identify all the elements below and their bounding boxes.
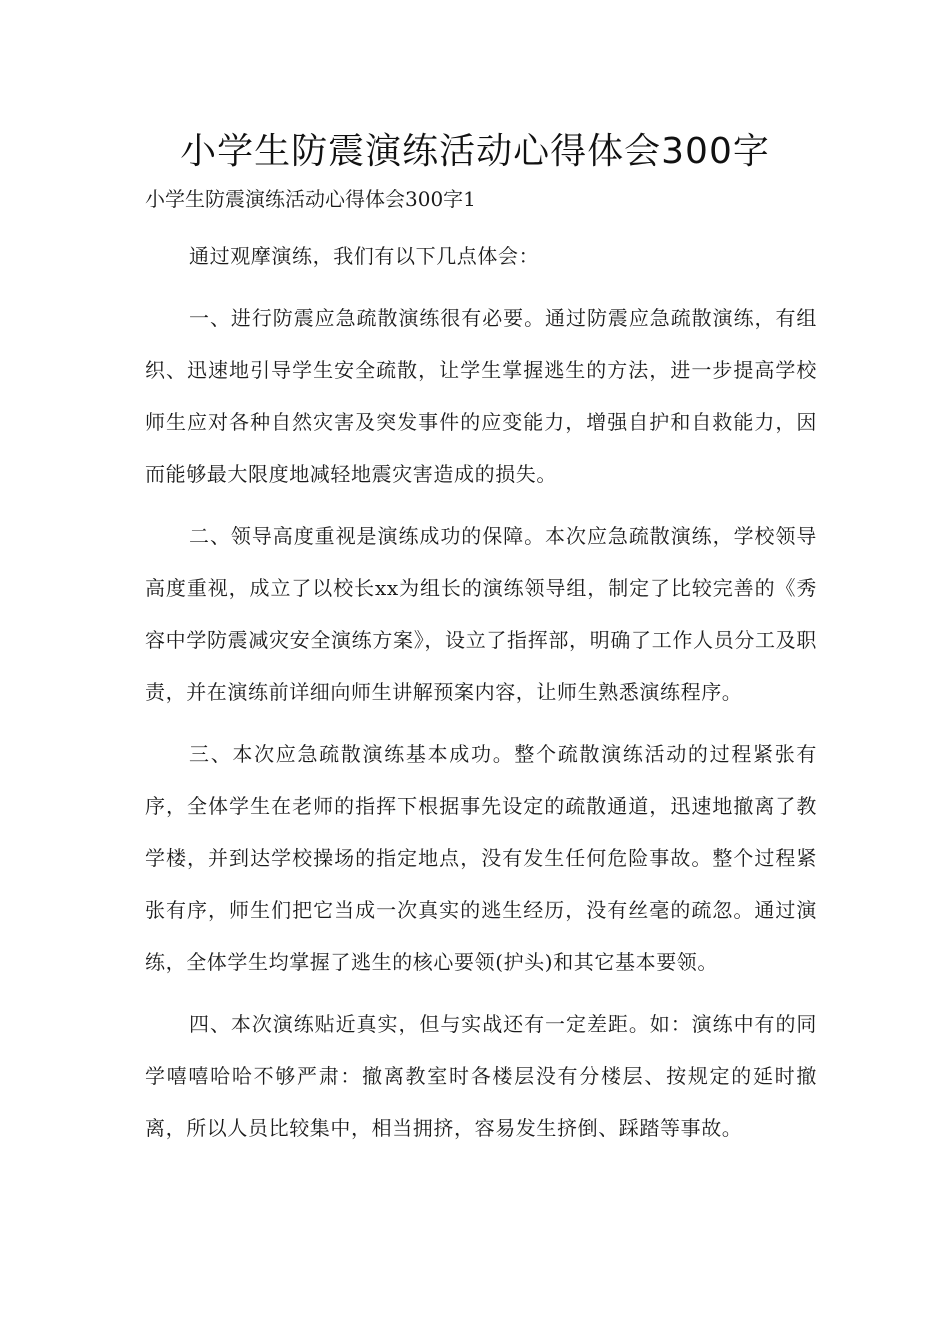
document-body bbox=[145, 230, 817, 1164]
paragraph-point-1: 一、进行防震应急疏散演练很有必要。通过防震应急疏散演练，有组织、迅速地引导学生安全疏散，让学生掌握逃生的方法，进一步提高学校师生应对各种自然灾害及突发事件的应变能力，增强自护和自救能力，因而能够最大限度地减轻地震灾害造成的损失。 bbox=[145, 306, 817, 486]
paragraph-intro: 通过观摩演练，我们有以下几点体会： bbox=[189, 244, 540, 268]
document-subtitle: 小学生防震演练活动心得体会300字1 bbox=[145, 187, 476, 211]
paragraph-point-4: 四、本次演练贴近真实，但与实战还有一定差距。如：演练中有的同学嘻嘻哈哈不够严肃：撤离教室时各楼层没有分楼层、按规定的延时撤离，所以人员比较集中，相当拥挤，容易发生挤倒、踩踏等事故。 bbox=[145, 1012, 817, 1140]
paragraph-point-2: 二、领导高度重视是演练成功的保障。本次应急疏散演练，学校领导高度重视，成立了以校长xx为组长的演练领导组，制定了比较完善的《秀容中学防震减灾安全演练方案》，设立了指挥部，明确了工作人员分工及职责，并在演练前详细向师生讲解预案内容，让师生熟悉演练程序。 bbox=[145, 524, 817, 704]
document-title: 小学生防震演练活动心得体会300字 bbox=[180, 131, 770, 172]
paragraph-point-3: 三、本次应急疏散演练基本成功。整个疏散演练活动的过程紧张有序，全体学生在老师的指挥下根据事先设定的疏散通道，迅速地撤离了教学楼，并到达学校操场的指定地点，没有发生任何危险事故。整个过程紧张有序，师生们把它当成一次真实的逃生经历，没有丝毫的疏忽。通过演练，全体学生均掌握了逃生的核心要领(护头)和其它基本要领。 bbox=[145, 742, 817, 974]
